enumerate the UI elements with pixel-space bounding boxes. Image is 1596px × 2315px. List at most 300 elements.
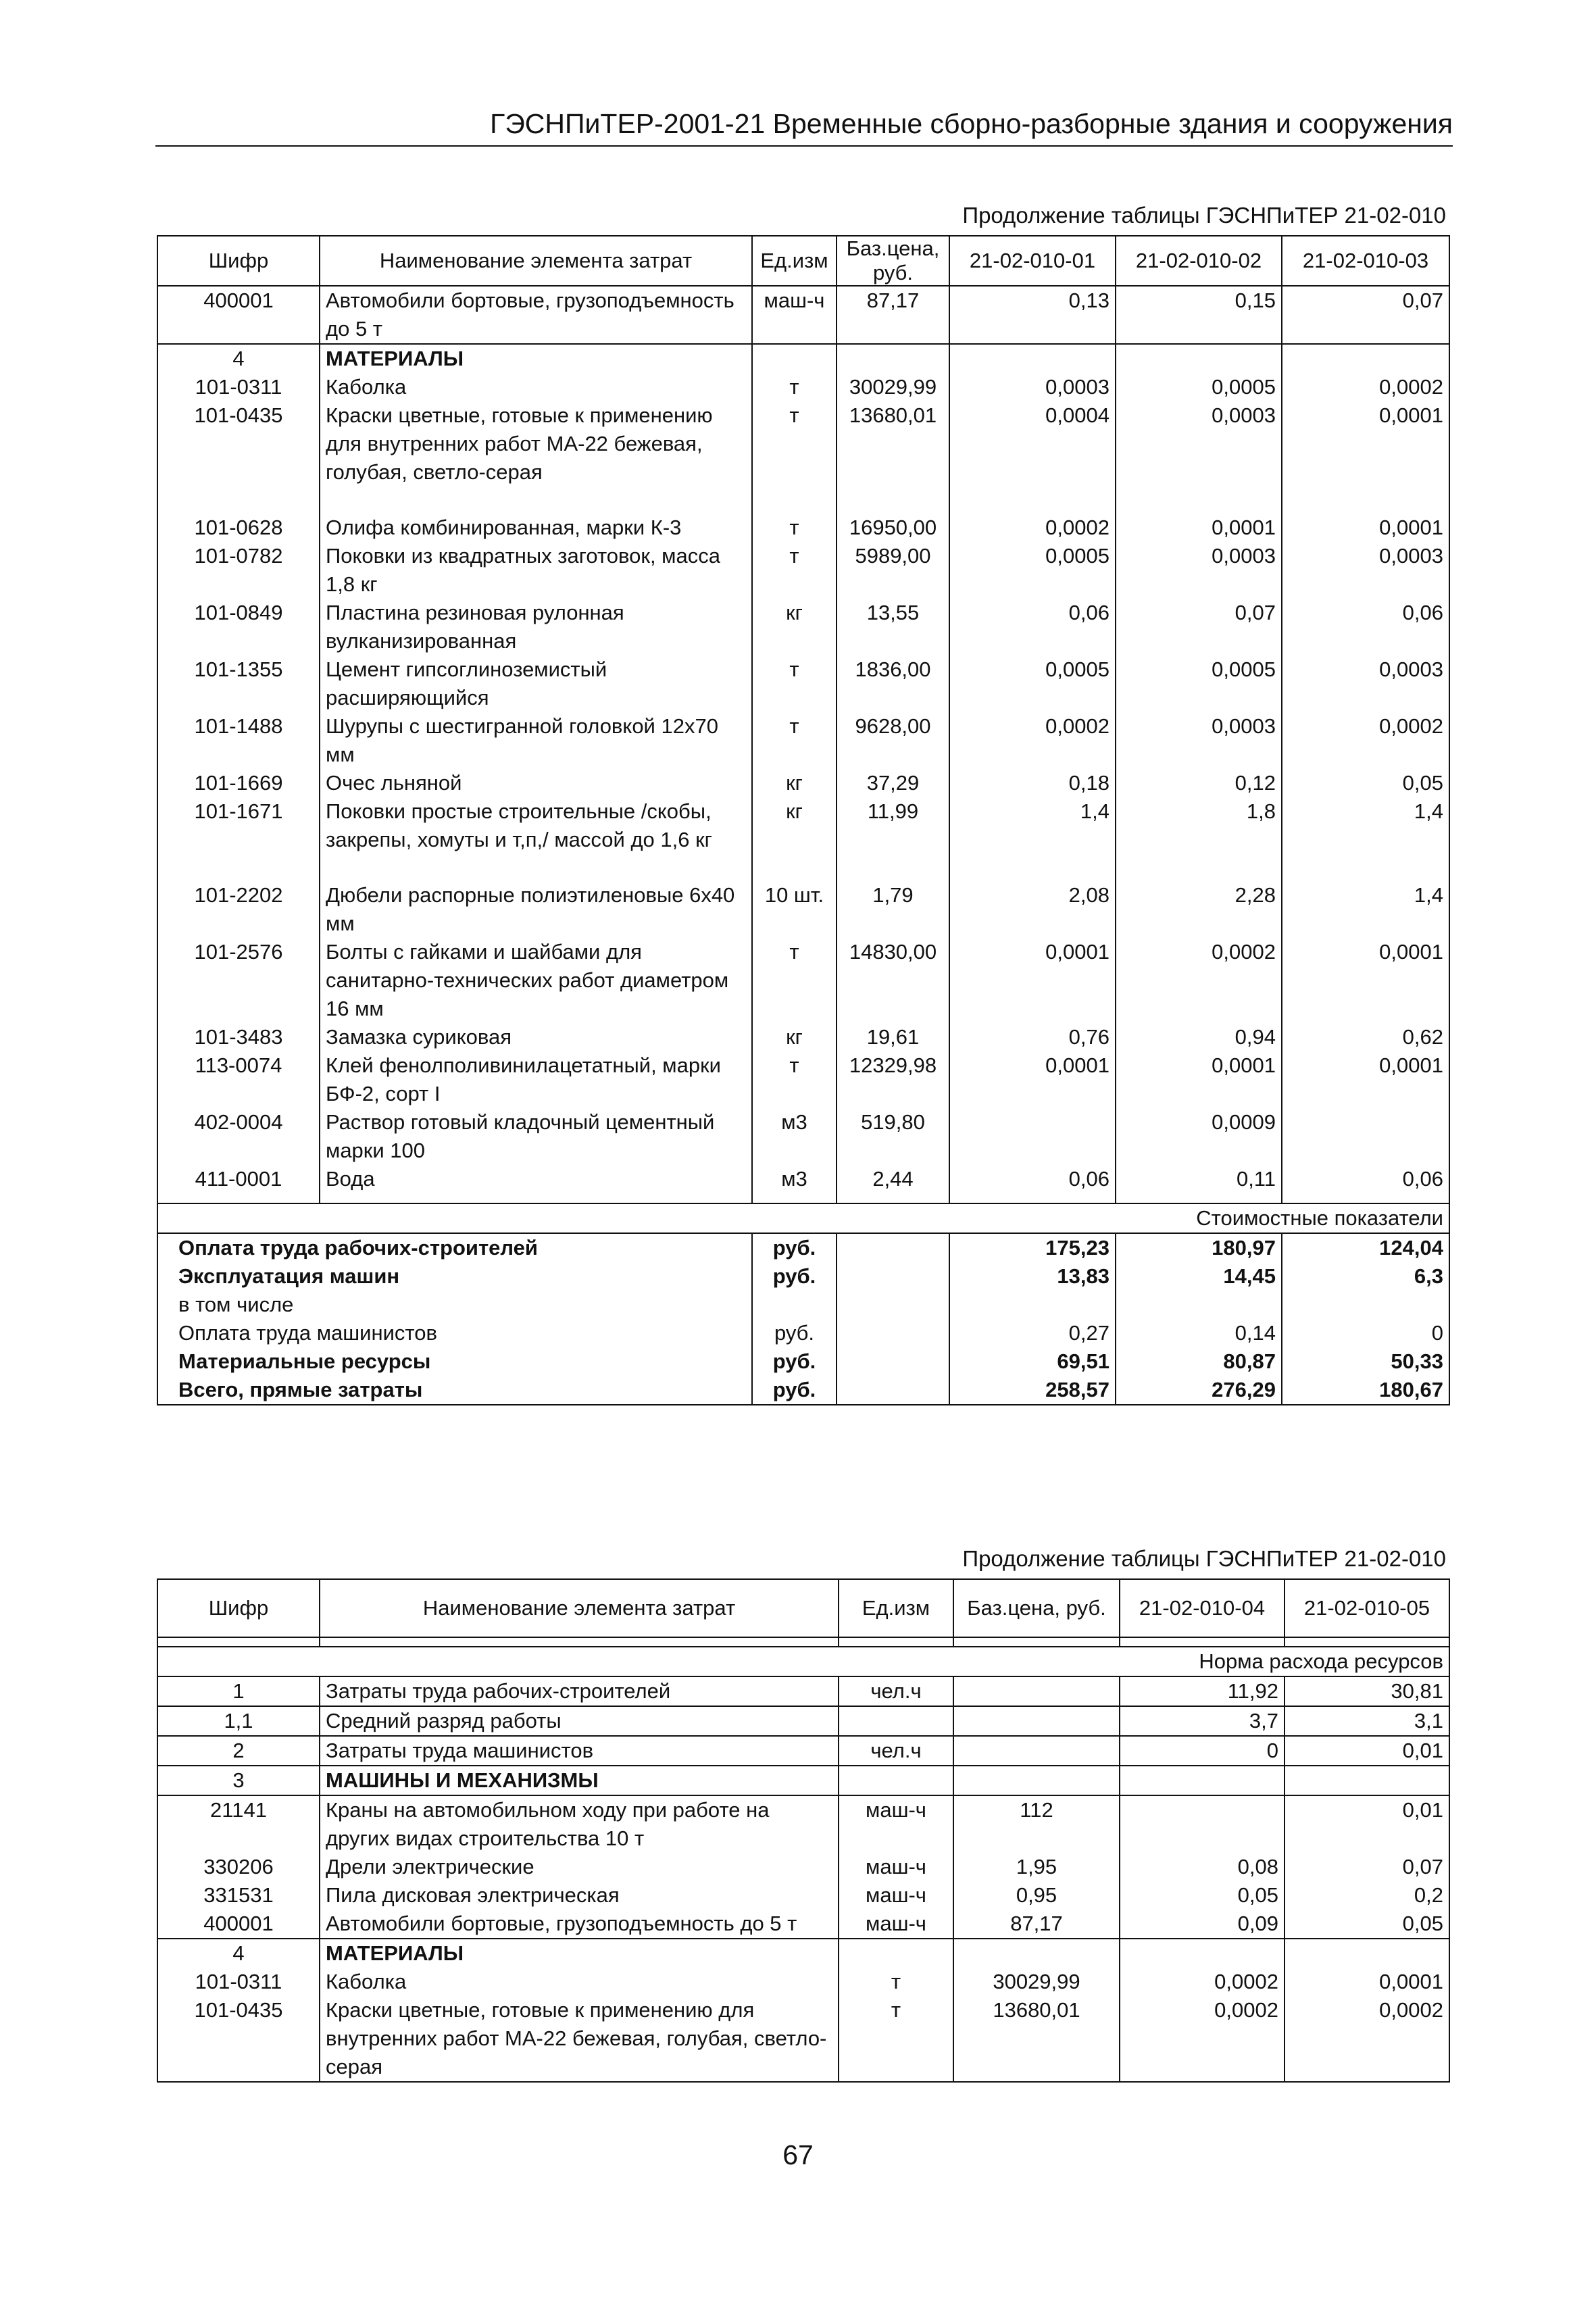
cost-row [157, 1319, 1449, 1347]
resource-code: 101-1671 [157, 797, 320, 854]
table-row [157, 599, 1449, 655]
norm-value: 0 [1120, 1736, 1285, 1766]
norm-value: 0,05 [1120, 1881, 1285, 1910]
base-price: 13,55 [837, 599, 949, 655]
unit [839, 1706, 953, 1736]
cost-label: Оплата труда рабочих-строителей [157, 1233, 752, 1262]
column-header: 21-02-010-04 [1120, 1579, 1285, 1637]
norm-value: 0,06 [1282, 599, 1449, 655]
resource-code: 400001 [157, 286, 320, 344]
base-price [953, 1939, 1120, 1968]
table2-continuation-caption: Продолжение таблицы ГЭСНПиТЕР 21-02-010 [962, 1546, 1446, 1571]
resource-code: 402-0004 [157, 1108, 320, 1165]
spacer-row [157, 487, 1449, 514]
table-row [157, 655, 1449, 712]
column-header: Ед.изм [752, 236, 837, 286]
norm-value: 0,0005 [1116, 655, 1282, 712]
empty-cell [837, 1233, 949, 1262]
base-price: 0,95 [953, 1881, 1120, 1910]
norm-value: 0,0002 [1282, 373, 1449, 401]
column-header: 21-02-010-03 [1282, 236, 1449, 286]
unit: руб. [752, 1376, 837, 1405]
cost-row [157, 1376, 1449, 1405]
cost-value: 258,57 [949, 1376, 1116, 1405]
cost-label: Всего, прямые затраты [157, 1376, 752, 1405]
norm-value: 0,0001 [1282, 938, 1449, 1023]
column-header: Ед.изм [839, 1579, 953, 1637]
norm-value: 2,28 [1116, 881, 1282, 938]
base-price: 14830,00 [837, 938, 949, 1023]
norm-value: 0,0002 [1285, 1996, 1449, 2082]
base-price [953, 1706, 1120, 1736]
spacer-cell [1282, 854, 1449, 881]
norm-value: 0,11 [1116, 1165, 1282, 1193]
spacer-cell [157, 1193, 320, 1203]
resource-name: Олифа комбинированная, марки К-3 [320, 514, 752, 542]
table-row [157, 401, 1449, 487]
base-price [953, 1736, 1120, 1766]
spacer-cell [752, 487, 837, 514]
norm-value: 0,08 [1120, 1853, 1285, 1881]
table-row [157, 1939, 1449, 1968]
cost-value [1116, 1291, 1282, 1319]
resource-code: 331531 [157, 1881, 320, 1910]
resource-code: 4 [157, 1939, 320, 1968]
resource-code: 4 [157, 344, 320, 373]
unit: т [752, 514, 837, 542]
norm-value: 0,0005 [949, 655, 1116, 712]
unit: руб. [752, 1319, 837, 1347]
unit [839, 1939, 953, 1968]
norm-value: 0,0001 [949, 938, 1116, 1023]
unit: т [752, 938, 837, 1023]
table-row [157, 1706, 1449, 1736]
spacer-cell [752, 1193, 837, 1203]
resource-code: 330206 [157, 1853, 320, 1881]
table-row [157, 881, 1449, 938]
unit: маш-ч [752, 286, 837, 344]
base-price: 30029,99 [837, 373, 949, 401]
norm-value: 0,07 [1285, 1853, 1449, 1881]
unit: м3 [752, 1165, 837, 1193]
unit: кг [752, 769, 837, 797]
resource-code: 101-1488 [157, 712, 320, 769]
spacer-cell [320, 487, 752, 514]
norm-value: 0,05 [1282, 769, 1449, 797]
resource-name: Поковки из квадратных заготовок, масса 1,8 кг [320, 542, 752, 599]
resource-name: Клей фенолполивинилацетатный, марки БФ-2, сорт I [320, 1051, 752, 1108]
norm-value: 0,62 [1282, 1023, 1449, 1051]
resource-code: 1 [157, 1676, 320, 1706]
spacer-cell [837, 487, 949, 514]
spacer-cell [320, 1637, 839, 1647]
spacer-row [157, 1193, 1449, 1203]
unit: т [839, 1968, 953, 1996]
table-row [157, 1853, 1449, 1881]
norm-value: 0,0002 [949, 712, 1116, 769]
cost-value: 175,23 [949, 1233, 1116, 1262]
base-price: 2,44 [837, 1165, 949, 1193]
cost-value: 6,3 [1282, 1262, 1449, 1291]
cost-value: 0,27 [949, 1319, 1116, 1347]
table-row [157, 938, 1449, 1023]
norm-value: 0,06 [949, 1165, 1116, 1193]
cost-value: 180,67 [1282, 1376, 1449, 1405]
spacer-cell [1282, 487, 1449, 514]
cost-row [157, 1291, 1449, 1319]
resource-code: 101-1355 [157, 655, 320, 712]
unit: кг [752, 1023, 837, 1051]
cost-value: 180,97 [1116, 1233, 1282, 1262]
resource-name: Вода [320, 1165, 752, 1193]
unit: кг [752, 797, 837, 854]
base-price: 37,29 [837, 769, 949, 797]
table-row [157, 344, 1449, 373]
resource-name: Замазка суриковая [320, 1023, 752, 1051]
unit: руб. [752, 1262, 837, 1291]
norm-value: 0,18 [949, 769, 1116, 797]
cost-label: Материальные ресурсы [157, 1347, 752, 1376]
unit: м3 [752, 1108, 837, 1165]
norm-value: 2,08 [949, 881, 1116, 938]
norm-value: 0,0002 [949, 514, 1116, 542]
spacer-cell [320, 854, 752, 881]
spacer-cell [837, 1193, 949, 1203]
column-header: Баз.цена, руб. [953, 1579, 1120, 1637]
norm-value: 1,4 [949, 797, 1116, 854]
norm-value: 0,06 [1282, 1165, 1449, 1193]
norm-value: 0,0001 [949, 1051, 1116, 1108]
spacer-row [157, 854, 1449, 881]
table-row [157, 514, 1449, 542]
norm-value: 3,1 [1285, 1706, 1449, 1736]
norm-value: 0,0004 [949, 401, 1116, 487]
table-row [157, 769, 1449, 797]
cost-value: 124,04 [1282, 1233, 1449, 1262]
resource-name: Средний разряд работы [320, 1706, 839, 1736]
base-price [953, 1766, 1120, 1795]
norm-value [1116, 344, 1282, 373]
cost-value: 80,87 [1116, 1347, 1282, 1376]
table-row [157, 1795, 1449, 1853]
resource-name: Шурупы с шестигранной головкой 12x70 мм [320, 712, 752, 769]
table-row [157, 1051, 1449, 1108]
norm-value: 0,0003 [1116, 712, 1282, 769]
spacer-cell [157, 854, 320, 881]
unit: руб. [752, 1233, 837, 1262]
running-header: ГЭСНПиТЕР-2001-21 Временные сборно-разборные здания и сооружения [155, 108, 1453, 147]
spacer-cell [320, 1193, 752, 1203]
column-header: 21-02-010-05 [1285, 1579, 1449, 1637]
unit: кг [752, 599, 837, 655]
empty-cell [837, 1262, 949, 1291]
resource-name: Каболка [320, 373, 752, 401]
cost-label: Оплата труда машинистов [157, 1319, 752, 1347]
spacer-cell [949, 1193, 1116, 1203]
spacer-cell [1116, 854, 1282, 881]
resource-code: 21141 [157, 1795, 320, 1853]
resource-name: Каболка [320, 1968, 839, 1996]
table-row [157, 1165, 1449, 1193]
cost-value: 50,33 [1282, 1347, 1449, 1376]
norm-value [949, 344, 1116, 373]
norm-section-title: Норма расхода ресурсов [157, 1647, 1449, 1676]
norm-value: 1,4 [1282, 797, 1449, 854]
base-price: 11,99 [837, 797, 949, 854]
table-row [157, 797, 1449, 854]
empty-cell [837, 1291, 949, 1319]
cost-value: 0,14 [1116, 1319, 1282, 1347]
column-header: Наименование элемента затрат [320, 1579, 839, 1637]
base-price: 12329,98 [837, 1051, 949, 1108]
table-row [157, 1108, 1449, 1165]
base-price: 87,17 [953, 1910, 1120, 1939]
unit: 10 шт. [752, 881, 837, 938]
spacer-cell [949, 487, 1116, 514]
norm-value: 0,76 [949, 1023, 1116, 1051]
empty-cell [837, 1347, 949, 1376]
cost-value: 13,83 [949, 1262, 1116, 1291]
spacer-row [157, 1637, 1449, 1647]
norm-value: 0,0001 [1282, 401, 1449, 487]
base-price: 5989,00 [837, 542, 949, 599]
cost-value [949, 1291, 1116, 1319]
resource-name: Цемент гипсоглиноземистый расширяющийся [320, 655, 752, 712]
unit: чел.ч [839, 1676, 953, 1706]
table-row [157, 1910, 1449, 1939]
norm-value: 0,07 [1116, 599, 1282, 655]
unit: т [839, 1996, 953, 2082]
norm-value: 0,0009 [1116, 1108, 1282, 1165]
norm-value: 0,12 [1116, 769, 1282, 797]
cost-label: в том числе [157, 1291, 752, 1319]
base-price: 519,80 [837, 1108, 949, 1165]
cost-row [157, 1347, 1449, 1376]
column-header: Шифр [157, 236, 320, 286]
base-price: 112 [953, 1795, 1120, 1853]
norm-value: 1,8 [1116, 797, 1282, 854]
norm-value: 0,0001 [1282, 514, 1449, 542]
empty-cell [837, 1376, 949, 1405]
spacer-cell [1116, 1193, 1282, 1203]
resource-name: Затраты труда машинистов [320, 1736, 839, 1766]
norm-value [1120, 1939, 1285, 1968]
spacer-cell [837, 854, 949, 881]
page-number: 67 [782, 2139, 814, 2170]
resource-code: 3 [157, 1766, 320, 1795]
norm-value: 0,0003 [1282, 655, 1449, 712]
norm-value [1120, 1766, 1285, 1795]
table-header-row [157, 236, 1449, 286]
table1-continuation-caption: Продолжение таблицы ГЭСНПиТЕР 21-02-010 [962, 203, 1446, 228]
table-row [157, 1736, 1449, 1766]
norm-value: 0,0003 [1116, 401, 1282, 487]
resource-code: 101-0311 [157, 1968, 320, 1996]
cost-row [157, 1262, 1449, 1291]
resource-name: МАТЕРИАЛЫ [320, 344, 752, 373]
column-header: Наименование элемента затрат [320, 236, 752, 286]
unit: чел.ч [839, 1736, 953, 1766]
resource-name: Очес льняной [320, 769, 752, 797]
base-price: 13680,01 [837, 401, 949, 487]
cost-value: 14,45 [1116, 1262, 1282, 1291]
resource-name: Автомобили бортовые, грузоподъемность до 5 т [320, 286, 752, 344]
column-header: Шифр [157, 1579, 320, 1637]
resource-name: МАШИНЫ И МЕХАНИЗМЫ [320, 1766, 839, 1795]
table-row [157, 1676, 1449, 1706]
unit [752, 1291, 837, 1319]
base-price: 1,95 [953, 1853, 1120, 1881]
table-row [157, 286, 1449, 344]
resource-code: 101-0849 [157, 599, 320, 655]
resource-code: 101-2202 [157, 881, 320, 938]
norm-value: 0,01 [1285, 1736, 1449, 1766]
resource-name: Поковки простые строительные /скобы, закрепы, хомуты и т,п,/ массой до 1,6 кг [320, 797, 752, 854]
norm-value: 0,0005 [949, 542, 1116, 599]
base-price: 16950,00 [837, 514, 949, 542]
cost-table-1 [157, 235, 1450, 1405]
spacer-cell [157, 487, 320, 514]
norm-value [1282, 1108, 1449, 1165]
unit: т [752, 542, 837, 599]
base-price: 1836,00 [837, 655, 949, 712]
norm-title-row [157, 1647, 1449, 1676]
norm-value: 0,13 [949, 286, 1116, 344]
resource-name: Краны на автомобильном ходу при работе на других видах строительства 10 т [320, 1795, 839, 1853]
column-header: 21-02-010-02 [1116, 236, 1282, 286]
norm-value: 0,09 [1120, 1910, 1285, 1939]
resource-name: Пила дисковая электрическая [320, 1881, 839, 1910]
resource-code: 101-0435 [157, 1996, 320, 2082]
spacer-cell [839, 1637, 953, 1647]
base-price: 19,61 [837, 1023, 949, 1051]
resource-code: 101-0782 [157, 542, 320, 599]
resource-code: 101-3483 [157, 1023, 320, 1051]
norm-value: 0,01 [1285, 1795, 1449, 1853]
resource-name: Дюбели распорные полиэтиленовые 6x40 мм [320, 881, 752, 938]
cost-value: 69,51 [949, 1347, 1116, 1376]
resource-name: Дрели электрические [320, 1853, 839, 1881]
base-price: 87,17 [837, 286, 949, 344]
cost-row [157, 1233, 1449, 1262]
resource-code: 101-0435 [157, 401, 320, 487]
resource-code: 101-2576 [157, 938, 320, 1023]
base-price: 30029,99 [953, 1968, 1120, 1996]
norm-value: 11,92 [1120, 1676, 1285, 1706]
table-row [157, 1766, 1449, 1795]
norm-value [949, 1108, 1116, 1165]
unit: маш-ч [839, 1910, 953, 1939]
norm-value [1120, 1795, 1285, 1853]
norm-value: 0,0005 [1116, 373, 1282, 401]
cost-value [1282, 1291, 1449, 1319]
table-row [157, 1996, 1449, 2082]
resource-name: Краски цветные, готовые к применению для внутренних работ МА-22 бежевая, голубая, светло-серая [320, 1996, 839, 2082]
unit [752, 344, 837, 373]
norm-value: 0,0001 [1282, 1051, 1449, 1108]
norm-value: 3,7 [1120, 1706, 1285, 1736]
spacer-cell [1116, 487, 1282, 514]
section-title-row [157, 1203, 1449, 1233]
unit: маш-ч [839, 1795, 953, 1853]
norm-value: 0,0001 [1116, 514, 1282, 542]
norm-value: 0,07 [1282, 286, 1449, 344]
resource-code: 101-0311 [157, 373, 320, 401]
table-row [157, 1023, 1449, 1051]
resource-code: 400001 [157, 1910, 320, 1939]
unit: т [752, 373, 837, 401]
resource-code: 411-0001 [157, 1165, 320, 1193]
cost-table-2 [157, 1578, 1450, 2083]
table-row [157, 373, 1449, 401]
resource-name: Затраты труда рабочих-строителей [320, 1676, 839, 1706]
norm-value: 0,94 [1116, 1023, 1282, 1051]
norm-value: 0,2 [1285, 1881, 1449, 1910]
empty-cell [837, 1319, 949, 1347]
spacer-cell [752, 854, 837, 881]
table-row [157, 1881, 1449, 1910]
resource-code: 101-0628 [157, 514, 320, 542]
resource-code: 101-1669 [157, 769, 320, 797]
norm-value: 0,06 [949, 599, 1116, 655]
unit: маш-ч [839, 1853, 953, 1881]
norm-value: 1,4 [1282, 881, 1449, 938]
table-header-row [157, 1579, 1449, 1637]
table-row [157, 712, 1449, 769]
base-price [953, 1676, 1120, 1706]
norm-value: 30,81 [1285, 1676, 1449, 1706]
norm-value: 0,15 [1116, 286, 1282, 344]
unit: т [752, 712, 837, 769]
resource-name: Краски цветные, готовые к применению для внутренних работ МА-22 бежевая, голубая, светло-серая [320, 401, 752, 487]
resource-code: 2 [157, 1736, 320, 1766]
unit: т [752, 401, 837, 487]
resource-code: 113-0074 [157, 1051, 320, 1108]
norm-value: 0,0001 [1116, 1051, 1282, 1108]
unit: руб. [752, 1347, 837, 1376]
column-header: Баз.цена, руб. [837, 236, 949, 286]
table-row [157, 1968, 1449, 1996]
norm-value: 0,0001 [1285, 1968, 1449, 1996]
base-price: 13680,01 [953, 1996, 1120, 2082]
norm-value: 0,0003 [1116, 542, 1282, 599]
resource-code: 1,1 [157, 1706, 320, 1736]
cost-label: Эксплуатация машин [157, 1262, 752, 1291]
norm-value: 0,0003 [949, 373, 1116, 401]
spacer-cell [1120, 1637, 1285, 1647]
norm-value: 0,0002 [1282, 712, 1449, 769]
norm-value [1282, 344, 1449, 373]
base-price [837, 344, 949, 373]
norm-value [1285, 1766, 1449, 1795]
base-price: 1,79 [837, 881, 949, 938]
table-row [157, 542, 1449, 599]
cost-value: 0 [1282, 1319, 1449, 1347]
resource-name: МАТЕРИАЛЫ [320, 1939, 839, 1968]
column-header: 21-02-010-01 [949, 236, 1116, 286]
unit: маш-ч [839, 1881, 953, 1910]
unit [839, 1766, 953, 1795]
cost-section-title: Стоимостные показатели [157, 1203, 1449, 1233]
unit: т [752, 655, 837, 712]
unit: т [752, 1051, 837, 1108]
spacer-cell [949, 854, 1116, 881]
norm-value: 0,0003 [1282, 542, 1449, 599]
spacer-cell [953, 1637, 1120, 1647]
norm-value: 0,05 [1285, 1910, 1449, 1939]
resource-name: Раствор готовый кладочный цементный марки 100 [320, 1108, 752, 1165]
norm-value: 0,0002 [1120, 1996, 1285, 2082]
